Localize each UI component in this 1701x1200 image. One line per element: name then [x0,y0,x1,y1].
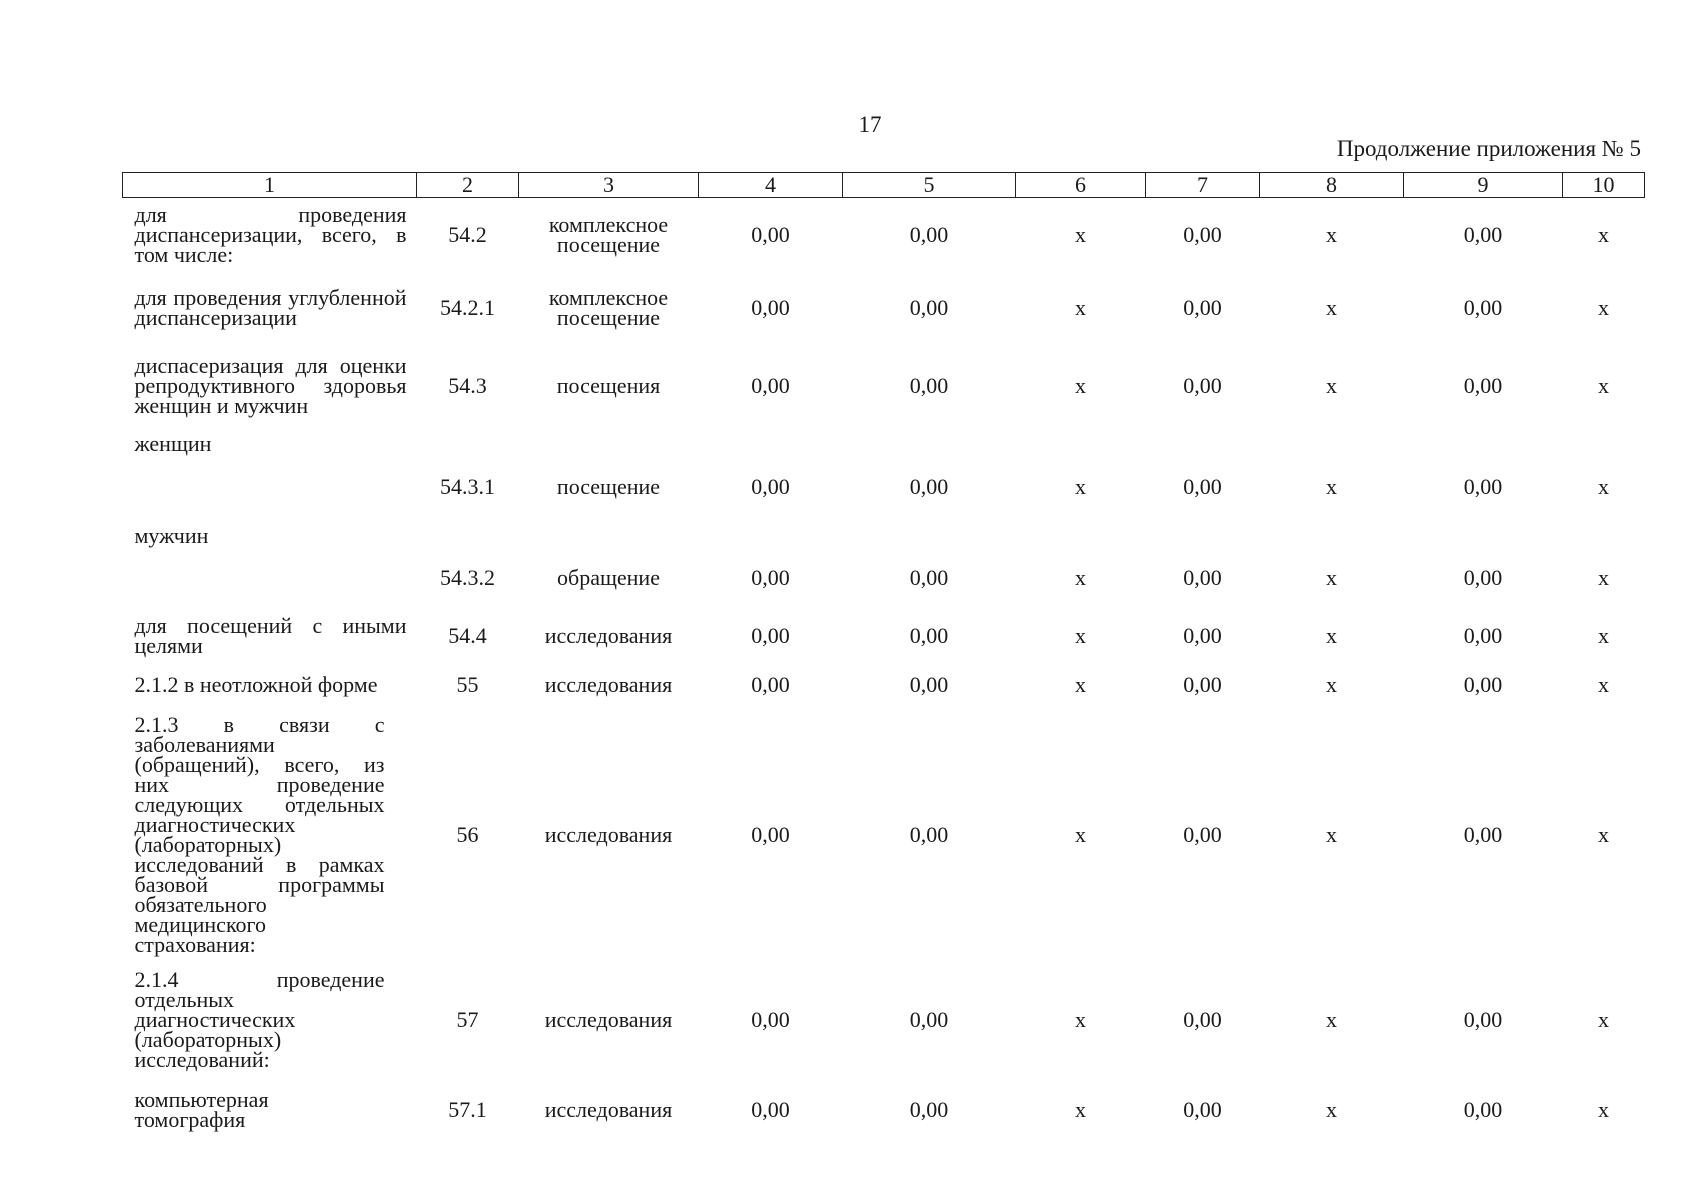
table-header [123,173,1645,198]
column-header: 8 [1260,173,1404,198]
row-value: 0,00 [1463,295,1503,320]
table-row [123,520,1645,610]
data-table [122,172,1645,1142]
row-value: 0,00 [751,1097,790,1122]
row-value: х [1598,822,1609,847]
row-name: 2.1.4 проведение отдельных диагностических (лабораторных) исследований: [134,967,385,1072]
row-unit: обращение [557,565,660,590]
table-row [123,662,1645,708]
row-code: 56 [456,822,479,847]
table-row [123,962,1645,1078]
row-unit: посещение [556,474,661,499]
row-name: для посещений с иными целями [134,613,407,658]
row-value: х [1326,822,1337,847]
column-header: 5 [843,173,1016,198]
row-unit: посещения [556,373,661,398]
row-value: 0,00 [1183,672,1222,697]
row-value: х [1075,1097,1086,1122]
row-code: 57 [456,1007,479,1032]
row-value: 0,00 [1463,623,1503,648]
row-value: х [1326,222,1337,247]
row-value: 0,00 [909,672,949,697]
row-value: х [1075,565,1086,590]
table-body [123,198,1645,1143]
row-unit: исследования [544,623,673,648]
row-value: 0,00 [1463,222,1503,247]
row-code: 54.2 [448,222,487,247]
row-code: 54.4 [448,623,487,648]
row-value: 0,00 [1183,1007,1222,1032]
row-unit: комплексное посещение [548,285,669,330]
row-value: 0,00 [1183,565,1222,590]
row-value: 0,00 [751,373,790,398]
row-unit: исследования [544,1007,673,1032]
row-value: х [1075,373,1086,398]
row-value: 0,00 [751,295,790,320]
column-header: 9 [1404,173,1563,198]
row-value: х [1598,623,1609,648]
row-value: х [1326,474,1337,499]
row-value: 0,00 [1183,623,1222,648]
table-row [123,428,1645,520]
row-value: х [1326,1007,1337,1032]
row-value: х [1598,565,1609,590]
row-unit: комплексное посещение [548,212,669,257]
row-value: х [1598,474,1609,499]
row-value: 0,00 [751,1007,790,1032]
row-value: х [1598,1007,1609,1032]
table-row [123,1078,1645,1142]
column-header: 2 [417,173,519,198]
row-name: диспасеризация для оценки репродуктивного здоровья женщин и мужчин [134,353,407,418]
row-value: 0,00 [1183,373,1222,398]
row-name: мужчин [134,523,209,548]
row-value: 0,00 [1463,672,1503,697]
row-value: х [1326,295,1337,320]
page-number: 17 [858,112,882,137]
row-value: х [1326,565,1337,590]
row-name: 2.1.3 в связи с заболеваниями (обращений), всего, из них проведение следующих отдельных диагностических (лабораторных) исследований в рамках базовой программы обязательного медицинского страхования: [134,712,385,957]
row-value: 0,00 [1183,222,1222,247]
row-value: 0,00 [1463,474,1503,499]
row-value: 0,00 [751,222,790,247]
row-value: 0,00 [909,822,949,847]
row-unit: исследования [544,822,673,847]
row-name: для проведения углубленной диспансеризации [134,285,407,330]
row-value: х [1326,623,1337,648]
row-name: для проведения диспансеризации, всего, в том числе: [134,202,407,267]
row-name: женщин [134,431,212,456]
row-value: х [1326,672,1337,697]
row-code: 54.3.2 [440,565,495,590]
row-value: 0,00 [1183,474,1222,499]
column-header: 7 [1146,173,1260,198]
row-unit: исследования [544,1097,673,1122]
row-value: 0,00 [909,295,949,320]
column-header: 6 [1016,173,1146,198]
row-value: х [1075,222,1086,247]
table-row [123,610,1645,662]
row-value: х [1598,222,1609,247]
row-value: х [1075,1007,1086,1032]
row-value: х [1326,1097,1337,1122]
row-value: х [1598,672,1609,697]
row-value: 0,00 [1463,822,1503,847]
row-code: 54.2.1 [440,295,495,320]
row-name: 2.1.2 в неотложной форме [134,672,378,697]
row-value: 0,00 [909,1007,949,1032]
table-row [123,708,1645,962]
row-value: 0,00 [751,474,790,499]
row-value: х [1075,822,1086,847]
row-value: 0,00 [1183,822,1222,847]
row-value: 0,00 [751,822,790,847]
table-row [123,272,1645,344]
row-value: 0,00 [751,672,790,697]
row-unit: исследования [544,672,673,697]
row-value: 0,00 [909,222,949,247]
row-code: 57.1 [448,1097,487,1122]
row-code: 54.3.1 [440,474,495,499]
table-row [123,344,1645,428]
row-value: 0,00 [751,623,790,648]
row-value: 0,00 [1183,295,1222,320]
row-value: 0,00 [1463,565,1503,590]
row-value: 0,00 [1463,1097,1503,1122]
row-value: х [1598,1097,1609,1122]
row-value: 0,00 [1463,1007,1503,1032]
column-header: 10 [1563,173,1645,198]
row-value: 0,00 [909,623,949,648]
row-value: 0,00 [909,474,949,499]
row-name: компьютерная томография [134,1087,269,1132]
row-value: 0,00 [909,373,949,398]
row-value: х [1598,373,1609,398]
row-value: х [1598,295,1609,320]
row-value: х [1075,474,1086,499]
row-value: х [1075,672,1086,697]
column-header: 1 [123,173,417,198]
row-value: 0,00 [751,565,790,590]
row-value: 0,00 [909,1097,949,1122]
row-code: 54.3 [448,373,487,398]
row-value: 0,00 [1183,1097,1222,1122]
row-value: х [1075,623,1086,648]
row-value: 0,00 [909,565,949,590]
row-code: 55 [456,672,479,697]
row-value: х [1326,373,1337,398]
column-header: 3 [519,173,699,198]
header-row [123,173,1645,198]
row-value: х [1075,295,1086,320]
appendix-continuation-label: Продолжение приложения № 5 [1336,136,1641,161]
row-value: 0,00 [1463,373,1503,398]
table-row [123,198,1645,273]
column-header: 4 [699,173,843,198]
